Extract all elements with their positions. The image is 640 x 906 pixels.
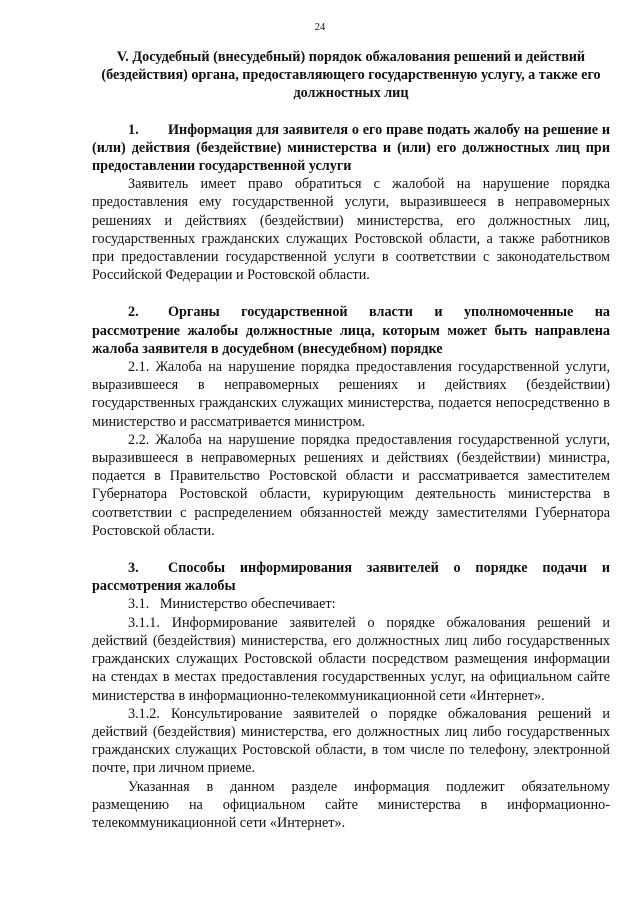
section-2 — [92, 303, 610, 540]
page-number: 24 — [314, 22, 326, 33]
paragraph: Указанная в данном разделе информация подлежит обязательному размещению на официальном сайте министерства в информационно-телекоммуникационной сети «Интернет». — [92, 778, 610, 831]
section-3 — [92, 559, 610, 832]
section-1 — [92, 121, 610, 285]
paragraph: 2.1. Жалоба на нарушение порядка предоставления государственной услуги, выразившееся в неправомерных решениях и действиях (бездействии) государственных гражданских служащих министерства, подается непосредственно в министерство и рассматривается министром. — [92, 359, 610, 430]
section-heading — [92, 303, 610, 358]
page-content — [92, 48, 610, 832]
section-heading-text: Способы информирования заявителей о порядке подачи и рассмотрения жалобы — [92, 560, 610, 595]
section-heading — [92, 559, 610, 595]
paragraph: Заявитель имеет право обратиться с жалобой на нарушение порядка предоставления ему государственной услуги, выразившееся в неправомерных решениях и действиях (бездействии) министерства, его должностных лиц, государственных гражданских служащих Ростовской области, а также работников при предоставлении государственной услуги в соответствии с законодательством Российской Федерации и Ростовской области. — [92, 176, 610, 284]
section-number: 3. — [128, 560, 139, 577]
paragraph: 3.1.1. Информирование заявителей о порядке обжалования решений и действий (бездействия) министерства, его должностных лиц либо государственных гражданских служащих Ростовской области посредством размещения информации на стендах в местах предоставления государственных услуг, на официальном сайте министерства в информационно-телекоммуникационной сети «Интернет». — [92, 614, 610, 704]
page-title: V. Досудебный (внесудебный) порядок обжалования решений и действий (бездействия) органа, предоставляющего государственную услугу, а также его должностных лиц — [101, 49, 601, 102]
section-heading — [92, 121, 610, 176]
paragraph: 2.2. Жалоба на нарушение порядка предоставления государственной услуги, выразившееся в неправомерных решениях и действиях (бездействии) министра, подается в Правительство Ростовской области и рассматривается заместителем Губернатора Ростовской области, курирующим деятельность министерства в соответствии с распределением обязанностей между заместителями Губернатора Ростовской области. — [92, 431, 610, 539]
section-heading-text: Информация для заявителя о его праве подать жалобу на решение и (или) действия (бездействие) министерства и (или) его должностных лиц при предоставлении государственной услуги — [92, 121, 610, 175]
section-number: 2. — [128, 304, 139, 321]
section-heading-text: Органы государственной власти и уполномоченные на рассмотрение жалобы должностные лица, которым может быть направлена жалоба заявителя в досудебном (внесудебном) порядке — [92, 304, 610, 357]
paragraph: 3.1. Министерство обеспечивает: — [128, 596, 336, 613]
section-number: 1. — [128, 121, 139, 138]
paragraph: 3.1.2. Консультирование заявителей о порядке обжалования решений и действий (бездействия) министерства, его должностных лиц либо государственных гражданских служащих Ростовской области, в том числе по телефону, электронной почте, при личном приеме. — [92, 705, 610, 777]
